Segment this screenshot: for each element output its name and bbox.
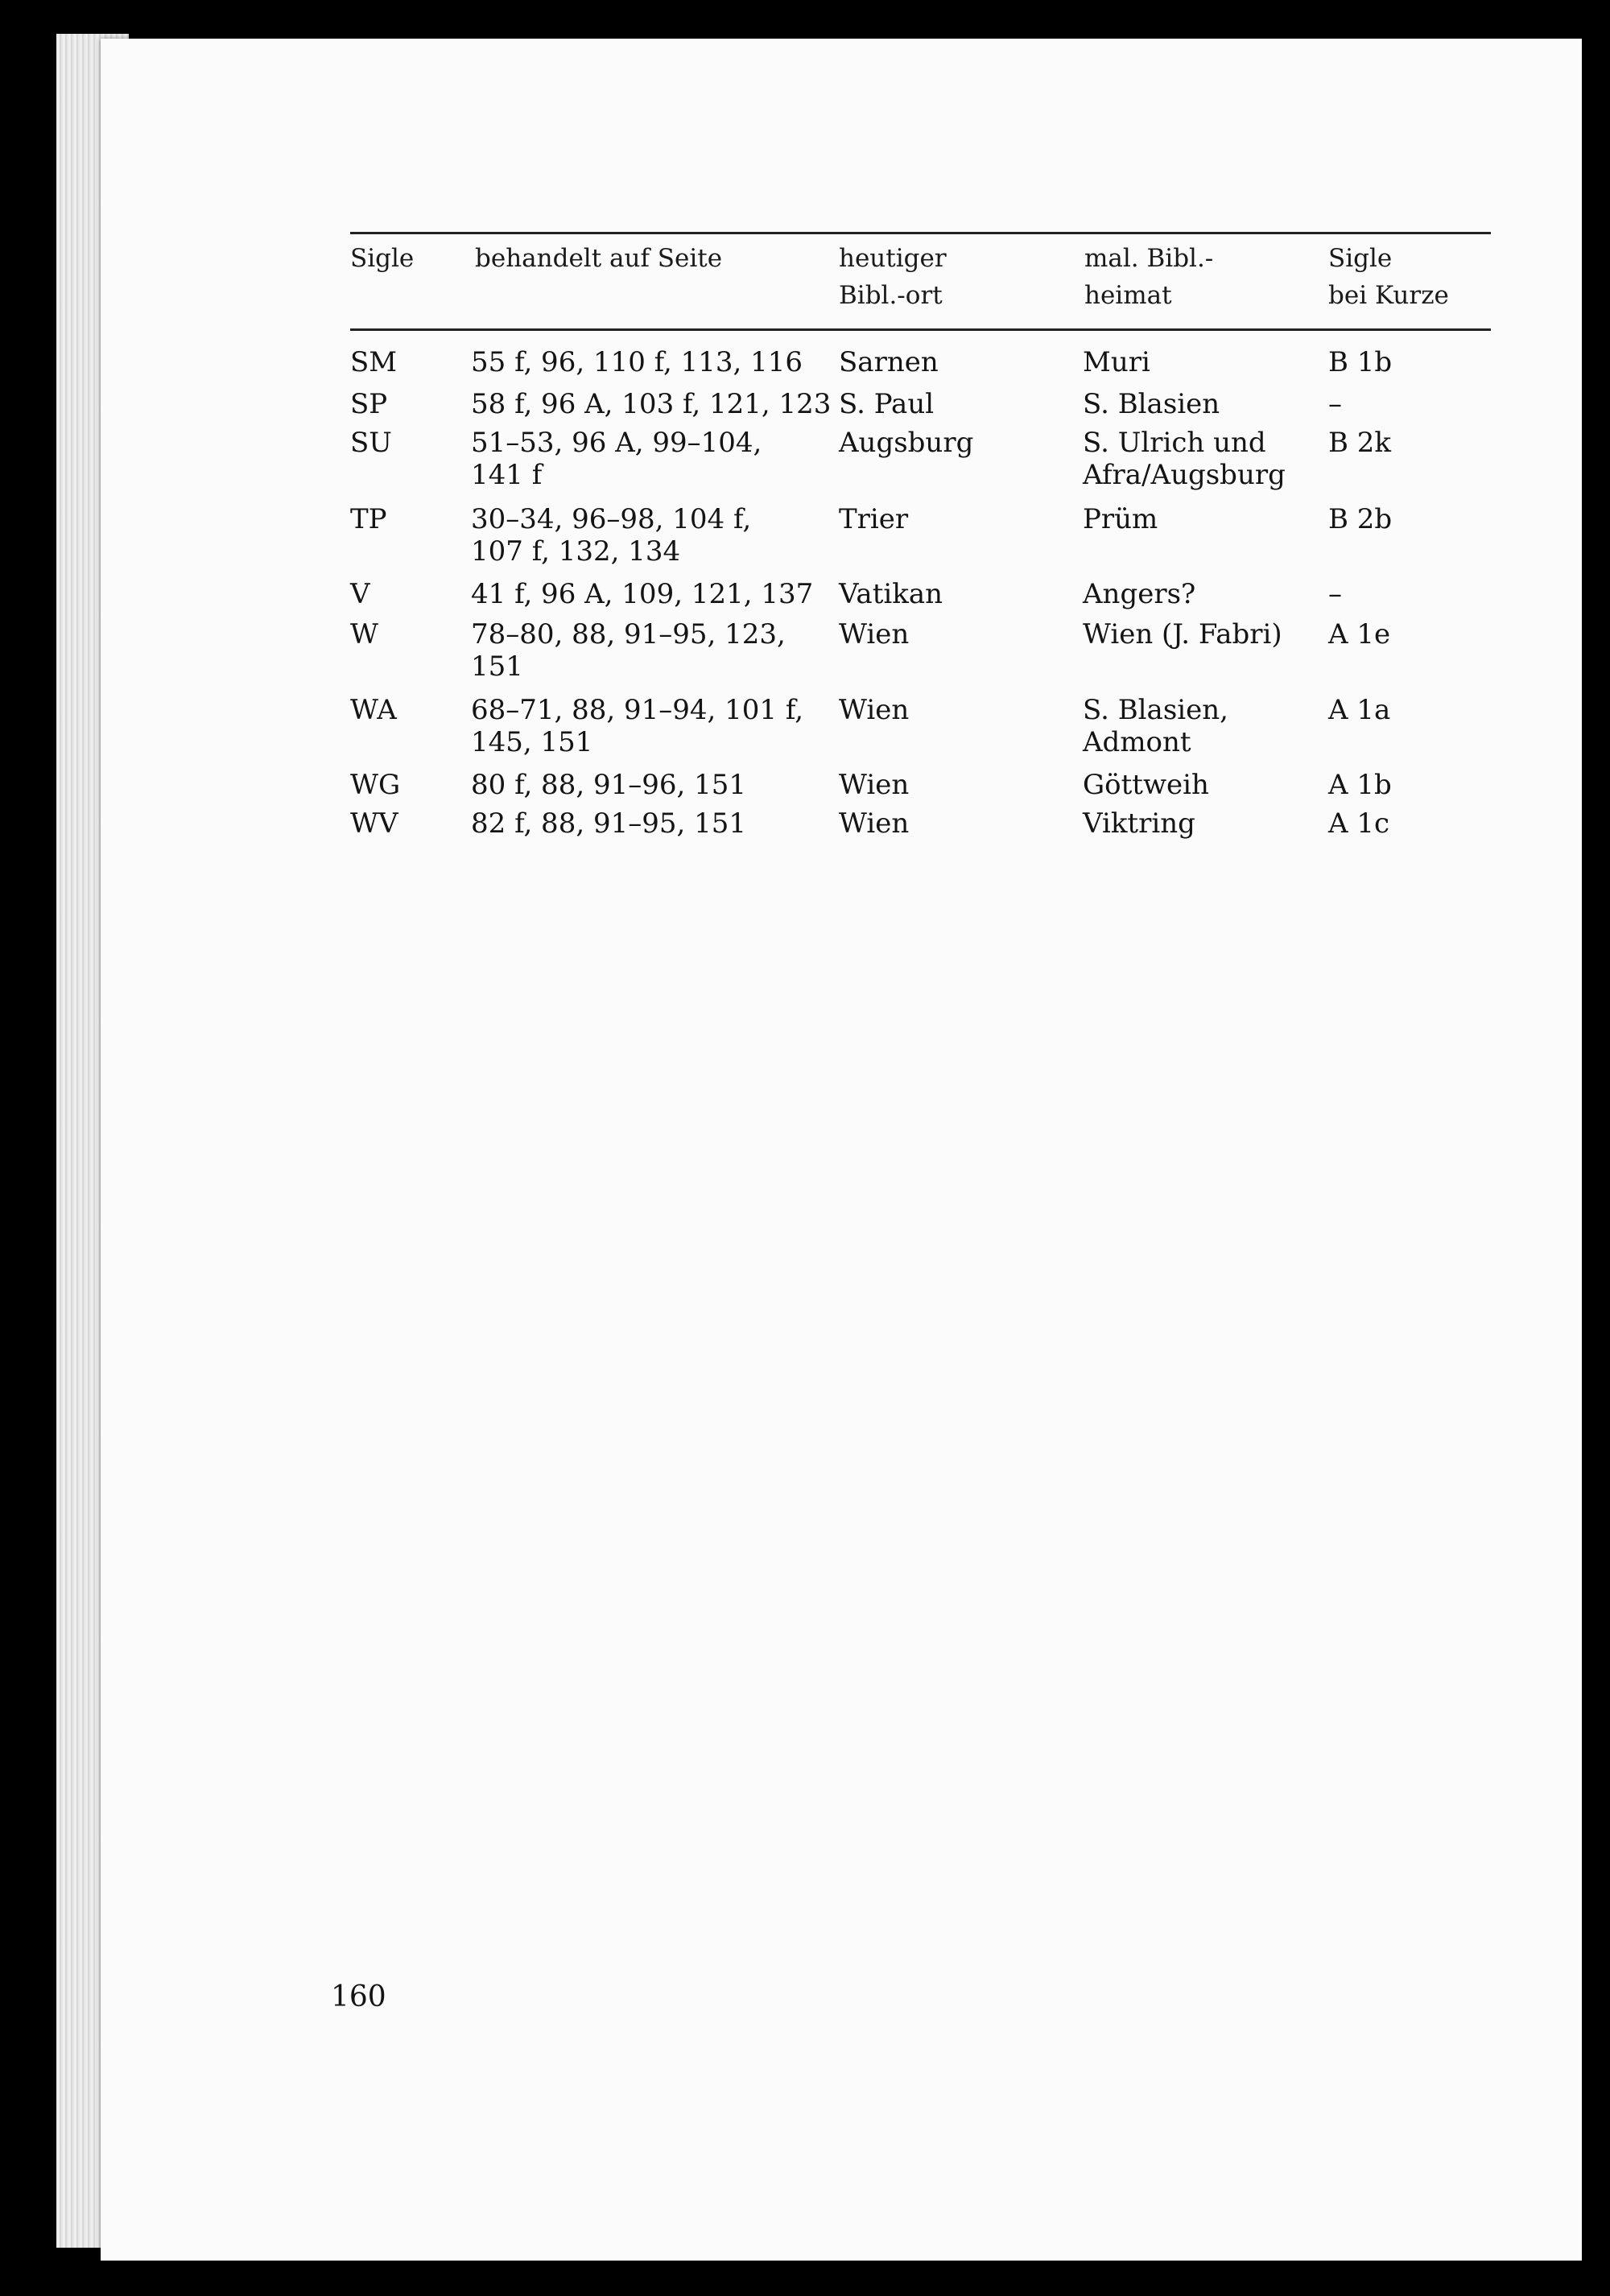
cell-heimat: Angers? (1083, 578, 1196, 610)
cell-kurze: A 1e (1328, 618, 1391, 650)
cell-sigle: WA (350, 694, 397, 726)
cell-ort: Wien (839, 618, 910, 650)
cell-ort: Wien (839, 769, 910, 801)
cell-sigle: WV (350, 807, 398, 840)
cell-seite: 30–34, 96–98, 104 f, 107 f, 132, 134 (471, 503, 752, 568)
cell-heimat: Viktring (1083, 807, 1195, 840)
cell-ort: Trier (839, 503, 909, 535)
header-sigle: Sigle (350, 244, 415, 273)
header-kurze: Sigle bei Kurze (1328, 244, 1449, 310)
cell-sigle: W (350, 618, 378, 650)
cell-seite: 68–71, 88, 91–94, 101 f, 145, 151 (471, 694, 804, 758)
cell-seite: 80 f, 88, 91–96, 151 (471, 769, 746, 801)
cell-kurze: A 1b (1328, 769, 1392, 801)
cell-sigle: TP (350, 503, 387, 535)
cell-sigle: SP (350, 388, 388, 420)
header-seite: behandelt auf Seite (475, 244, 723, 273)
cell-heimat: Göttweih (1083, 769, 1209, 801)
cell-seite: 51–53, 96 A, 99–104, 141 f (471, 427, 762, 491)
cell-ort: Wien (839, 807, 910, 840)
cell-sigle: SM (350, 346, 398, 378)
cell-kurze: B 1b (1328, 346, 1393, 378)
cell-seite: 58 f, 96 A, 103 f, 121, 123 (471, 388, 832, 420)
cell-kurze: – (1328, 578, 1342, 610)
cell-heimat: S. Blasien, Admont (1083, 694, 1228, 758)
cell-heimat: S. Blasien (1083, 388, 1220, 420)
cell-kurze: B 2b (1328, 503, 1393, 535)
cell-ort: Augsburg (839, 427, 974, 459)
cell-sigle: V (350, 578, 370, 610)
header-ort: heutiger Bibl.-ort (839, 244, 947, 310)
page-number: 160 (331, 1980, 386, 2013)
cell-kurze: A 1a (1328, 694, 1391, 726)
cell-sigle: WG (350, 769, 401, 801)
cell-ort: Wien (839, 694, 910, 726)
cell-ort: Vatikan (839, 578, 943, 610)
table-top-rule (350, 232, 1491, 234)
cell-seite: 82 f, 88, 91–95, 151 (471, 807, 746, 840)
cell-heimat: Muri (1083, 346, 1150, 378)
cell-kurze: – (1328, 388, 1342, 420)
cell-kurze: A 1c (1328, 807, 1390, 840)
cell-seite: 55 f, 96, 110 f, 113, 116 (471, 346, 803, 378)
cell-seite: 41 f, 96 A, 109, 121, 137 (471, 578, 814, 610)
cell-heimat: Wien (J. Fabri) (1083, 618, 1282, 650)
cell-ort: Sarnen (839, 346, 939, 378)
cell-sigle: SU (350, 427, 392, 459)
cell-heimat: Prüm (1083, 503, 1158, 535)
cell-heimat: S. Ulrich und Afra/Augsburg (1083, 427, 1286, 491)
table-header-rule (350, 328, 1491, 331)
header-heimat: mal. Bibl.- heimat (1084, 244, 1214, 310)
cell-ort: S. Paul (839, 388, 935, 420)
cell-kurze: B 2k (1328, 427, 1392, 459)
cell-seite: 78–80, 88, 91–95, 123, 151 (471, 618, 786, 683)
